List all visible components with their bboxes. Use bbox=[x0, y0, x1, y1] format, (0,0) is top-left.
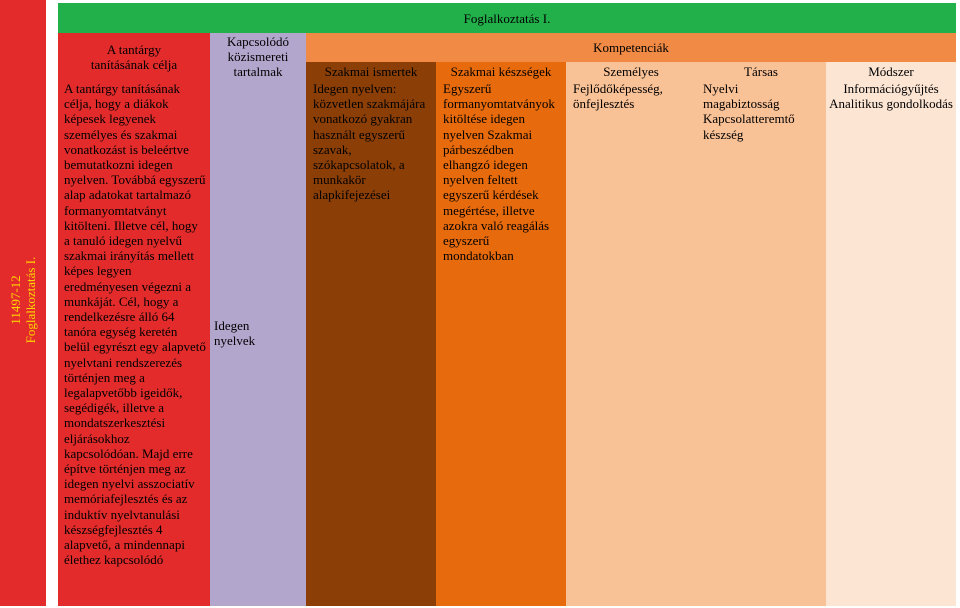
skills-cell: Egyszerű formanyomtatványok kitöltése idegen nyelven Szakmai párbeszédben elhangzó idegen nyelven feltett egyszerű kérdések megértése, illetve azokra való reagálás egyszerű mondatokban bbox=[436, 80, 566, 606]
header-personal: Személyes bbox=[566, 62, 696, 80]
table-title: Foglalkoztatás I. bbox=[58, 3, 956, 33]
header-knowledge: Szakmai ismertek bbox=[306, 62, 436, 80]
header-aim: A tantárgy tanításának célja bbox=[58, 33, 210, 80]
sidebar-code: 11497-12 bbox=[8, 275, 23, 325]
sidebar-subject: Foglalkoztatás I. bbox=[23, 256, 38, 344]
social-cell: Nyelvi magabiztosság Kapcsolatteremtő készség bbox=[696, 80, 826, 606]
sidebar-title bbox=[0, 0, 46, 606]
content-text: Idegen nyelvek bbox=[214, 318, 256, 349]
aim-cell: A tantárgy tanításának célja, hogy a diákok képesek legyenek személyes és szakmai vonatkozást is beleértve bemutatkozni idegen nyelven. Továbbá egyszerű alap adatokat tartalmazó formanyomtatványt kitölteni. Illetve cél, hogy a tanuló idegen nyelvű szakmai irányítás mellett képes legyen eredményesen végezni a munkáját. Cél, hogy a rendelkezésre álló 64 tanóra egység keretén belül egyrészt egy alapvető nyelvtani rendszerezés történjen meg a legalapvetőbb igeidők, segédigék, illetve a mondatszerkesztési eljárásokhoz kapcsolódóan. Majd erre építve történjen meg az idegen nyelvi asszociatív memóriafejlesztés és az induktív nyelvtanulási készségfejlesztés 4 alapvető, a mindennapi élethez kapcsolódó bbox=[58, 80, 210, 606]
knowledge-cell: Idegen nyelven: közvetlen szakmájára vonatkozó gyakran használt egyszerű szavak, szókapcsolatok, a munkakör alapkifejezései bbox=[306, 80, 436, 606]
header-competencies: Kompetenciák bbox=[306, 33, 956, 62]
header-method: Módszer bbox=[826, 62, 956, 80]
content-cell bbox=[210, 80, 306, 606]
header-content: Kapcsolódó közismereti tartalmak bbox=[210, 33, 306, 80]
header-social: Társas bbox=[696, 62, 826, 80]
personal-cell: Fejlődőképesség, önfejlesztés bbox=[566, 80, 696, 606]
header-skills: Szakmai készségek bbox=[436, 62, 566, 80]
method-cell: Információgyűjtés Analitikus gondolkodás bbox=[826, 80, 956, 606]
